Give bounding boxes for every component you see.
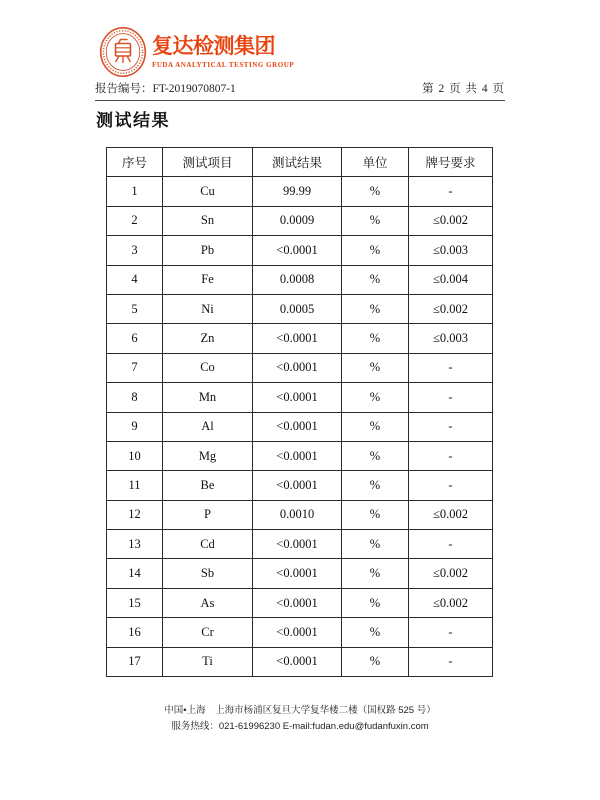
table-cell: 11	[107, 471, 163, 500]
table-cell: Be	[163, 471, 253, 500]
table-cell: -	[409, 412, 493, 441]
table-cell: -	[409, 383, 493, 412]
table-cell: Co	[163, 353, 253, 382]
table-cell: %	[342, 441, 409, 470]
table-cell: ≤0.003	[409, 324, 493, 353]
table-cell: ≤0.003	[409, 236, 493, 265]
results-table	[106, 147, 493, 677]
table-row	[107, 383, 493, 412]
footer-address: 中国•上海 上海市杨浦区复旦大学复华楼二楼（国权路 525 号）	[164, 705, 436, 716]
table-cell: %	[342, 559, 409, 588]
table-cell: %	[342, 265, 409, 294]
table-cell: %	[342, 500, 409, 529]
table-cell: -	[409, 177, 493, 206]
table-cell: %	[342, 412, 409, 441]
table-row	[107, 177, 493, 206]
table-cell: %	[342, 588, 409, 617]
table-row	[107, 353, 493, 382]
table-row	[107, 647, 493, 676]
table-cell: <0.0001	[253, 412, 342, 441]
report-number	[95, 80, 236, 96]
header-cell-result: 测试结果	[253, 148, 342, 177]
table-cell: 3	[107, 236, 163, 265]
table-cell: 12	[107, 500, 163, 529]
table-cell: Mg	[163, 441, 253, 470]
table-row	[107, 618, 493, 647]
table-cell: <0.0001	[253, 383, 342, 412]
table-row	[107, 500, 493, 529]
table-cell: %	[342, 236, 409, 265]
table-cell: <0.0001	[253, 324, 342, 353]
results-table-header	[107, 148, 493, 177]
table-cell: ≤0.002	[409, 294, 493, 323]
table-cell: 8	[107, 383, 163, 412]
report-meta-row	[95, 80, 505, 96]
table-cell: %	[342, 324, 409, 353]
table-cell: %	[342, 353, 409, 382]
table-cell: 0.0008	[253, 265, 342, 294]
table-cell: 5	[107, 294, 163, 323]
table-cell: Sb	[163, 559, 253, 588]
table-cell: Zn	[163, 324, 253, 353]
table-cell: -	[409, 471, 493, 500]
table-cell: %	[342, 647, 409, 676]
table-row	[107, 265, 493, 294]
table-cell: 14	[107, 559, 163, 588]
table-cell: 15	[107, 588, 163, 617]
table-cell: As	[163, 588, 253, 617]
table-cell: 0.0009	[253, 206, 342, 235]
table-row	[107, 471, 493, 500]
company-name-chinese: 复达检测集团	[152, 35, 275, 58]
footer-contact: 服务热线：021-61996230 E-mail:fudan.edu@fudanfuxin.com	[171, 721, 429, 732]
table-cell: Ni	[163, 294, 253, 323]
table-cell: <0.0001	[253, 647, 342, 676]
table-cell: 10	[107, 441, 163, 470]
table-cell: %	[342, 383, 409, 412]
table-cell: ≤0.002	[409, 206, 493, 235]
page-indicator: 第 2 页 共 4 页	[422, 83, 505, 95]
brand-header	[99, 26, 294, 78]
table-cell: <0.0001	[253, 530, 342, 559]
table-row	[107, 588, 493, 617]
table-cell: 6	[107, 324, 163, 353]
table-cell: 2	[107, 206, 163, 235]
table-cell: %	[342, 530, 409, 559]
table-cell: <0.0001	[253, 618, 342, 647]
table-row	[107, 530, 493, 559]
table-cell: 17	[107, 647, 163, 676]
table-cell: 0.0005	[253, 294, 342, 323]
table-cell: 4	[107, 265, 163, 294]
table-cell: 7	[107, 353, 163, 382]
table-cell: -	[409, 618, 493, 647]
table-cell: Ti	[163, 647, 253, 676]
table-cell: 99.99	[253, 177, 342, 206]
table-cell: ≤0.002	[409, 588, 493, 617]
table-cell: 0.0010	[253, 500, 342, 529]
table-cell: Al	[163, 412, 253, 441]
header-divider	[95, 100, 505, 101]
table-row	[107, 206, 493, 235]
table-cell: P	[163, 500, 253, 529]
table-cell: <0.0001	[253, 588, 342, 617]
table-cell: <0.0001	[253, 559, 342, 588]
table-row	[107, 294, 493, 323]
table-cell: %	[342, 177, 409, 206]
table-cell: -	[409, 647, 493, 676]
table-cell: <0.0001	[253, 471, 342, 500]
table-cell: %	[342, 618, 409, 647]
table-cell: <0.0001	[253, 236, 342, 265]
table-cell: Cd	[163, 530, 253, 559]
report-number-value: FT-2019070807-1	[152, 83, 236, 95]
table-cell: ≤0.002	[409, 559, 493, 588]
results-table-body	[107, 177, 493, 677]
header-cell-index: 序号	[107, 148, 163, 177]
section-title: 测试结果	[96, 111, 170, 130]
footer	[0, 703, 600, 735]
table-row	[107, 324, 493, 353]
report-number-label: 报告编号：	[95, 83, 153, 95]
table-cell: 13	[107, 530, 163, 559]
table-cell: %	[342, 471, 409, 500]
table-cell: Pb	[163, 236, 253, 265]
company-name-english: FUDA ANALYTICAL TESTING GROUP	[152, 61, 295, 69]
table-cell: Cu	[163, 177, 253, 206]
table-cell: 9	[107, 412, 163, 441]
table-cell: -	[409, 530, 493, 559]
table-cell: 16	[107, 618, 163, 647]
table-row	[107, 236, 493, 265]
header-cell-item: 测试项目	[163, 148, 253, 177]
table-row	[107, 441, 493, 470]
table-cell: Fe	[163, 265, 253, 294]
header-cell-requirement: 牌号要求	[409, 148, 493, 177]
table-cell: <0.0001	[253, 353, 342, 382]
table-cell: ≤0.002	[409, 500, 493, 529]
table-cell: ≤0.004	[409, 265, 493, 294]
table-row	[107, 412, 493, 441]
table-row	[107, 559, 493, 588]
header-cell-unit: 单位	[342, 148, 409, 177]
table-cell: %	[342, 206, 409, 235]
table-cell: <0.0001	[253, 441, 342, 470]
company-seal-icon	[99, 26, 147, 78]
table-cell: %	[342, 294, 409, 323]
table-header-row	[107, 148, 493, 177]
table-cell: 1	[107, 177, 163, 206]
table-cell: Cr	[163, 618, 253, 647]
table-cell: -	[409, 353, 493, 382]
brand-text	[152, 35, 294, 69]
table-cell: -	[409, 441, 493, 470]
table-cell: Mn	[163, 383, 253, 412]
table-cell: Sn	[163, 206, 253, 235]
